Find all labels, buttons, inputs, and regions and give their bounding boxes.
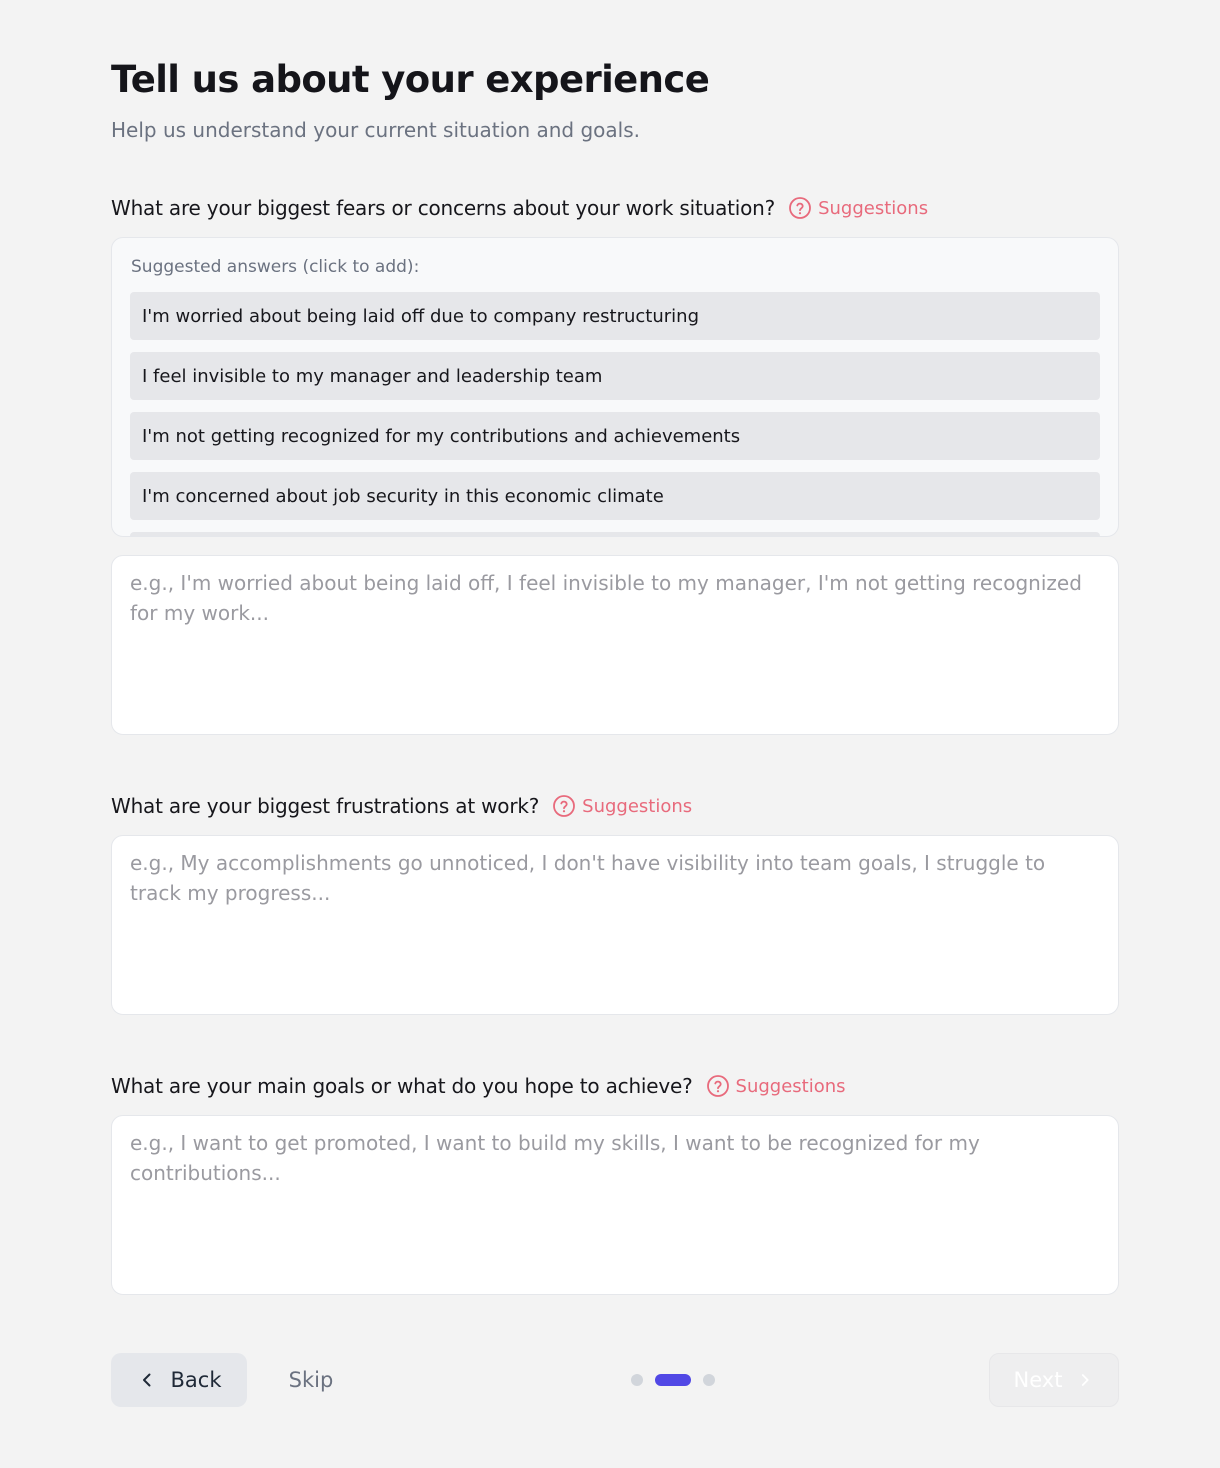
frustrations-textarea[interactable] <box>111 835 1119 1015</box>
question-circle-icon <box>788 196 812 220</box>
next-button[interactable] <box>989 1353 1119 1407</box>
question-label: What are your biggest frustrations at work? <box>111 794 540 818</box>
step-dot-active <box>655 1374 691 1386</box>
suggestion-item[interactable]: I feel invisible to my manager and leadership team <box>130 352 1100 400</box>
skip-button[interactable]: Skip <box>275 1353 347 1407</box>
suggestions-toggle-fears[interactable] <box>788 196 928 220</box>
question-goals <box>111 1074 846 1098</box>
suggestion-item[interactable]: I'm concerned about job security in this economic climate <box>130 472 1100 520</box>
fears-textarea[interactable] <box>111 555 1119 735</box>
suggestions-label: Suggestions <box>582 795 693 817</box>
suggestion-item[interactable]: I'm not getting recognized for my contributions and achievements <box>130 412 1100 460</box>
question-label: What are your main goals or what do you hope to achieve? <box>111 1074 693 1098</box>
suggestions-panel <box>111 237 1119 537</box>
back-label: Back <box>170 1368 222 1392</box>
back-button[interactable] <box>111 1353 247 1407</box>
page-title: Tell us about your experience <box>111 58 710 101</box>
chevron-right-icon <box>1076 1371 1094 1389</box>
step-dot <box>703 1374 715 1386</box>
question-frustrations <box>111 794 692 818</box>
suggestions-heading: Suggested answers (click to add): <box>131 257 420 277</box>
chevron-left-icon <box>137 1370 157 1390</box>
page-subtitle: Help us understand your current situation and goals. <box>111 118 640 142</box>
suggestions-label: Suggestions <box>818 197 929 219</box>
step-indicator <box>631 1374 715 1386</box>
question-label: What are your biggest fears or concerns about your work situation? <box>111 196 776 220</box>
question-circle-icon <box>552 794 576 818</box>
suggestion-item[interactable]: I'm worried about being laid off due to company restructuring <box>130 292 1100 340</box>
next-label: Next <box>1013 1368 1063 1392</box>
question-fears <box>111 196 928 220</box>
suggestions-toggle-frustrations[interactable] <box>552 794 692 818</box>
step-dot <box>631 1374 643 1386</box>
suggestion-item[interactable] <box>130 532 1100 537</box>
suggestions-list <box>130 292 1100 537</box>
question-circle-icon <box>706 1074 730 1098</box>
suggestions-toggle-goals[interactable] <box>706 1074 846 1098</box>
suggestions-label: Suggestions <box>735 1075 846 1097</box>
goals-textarea[interactable] <box>111 1115 1119 1295</box>
